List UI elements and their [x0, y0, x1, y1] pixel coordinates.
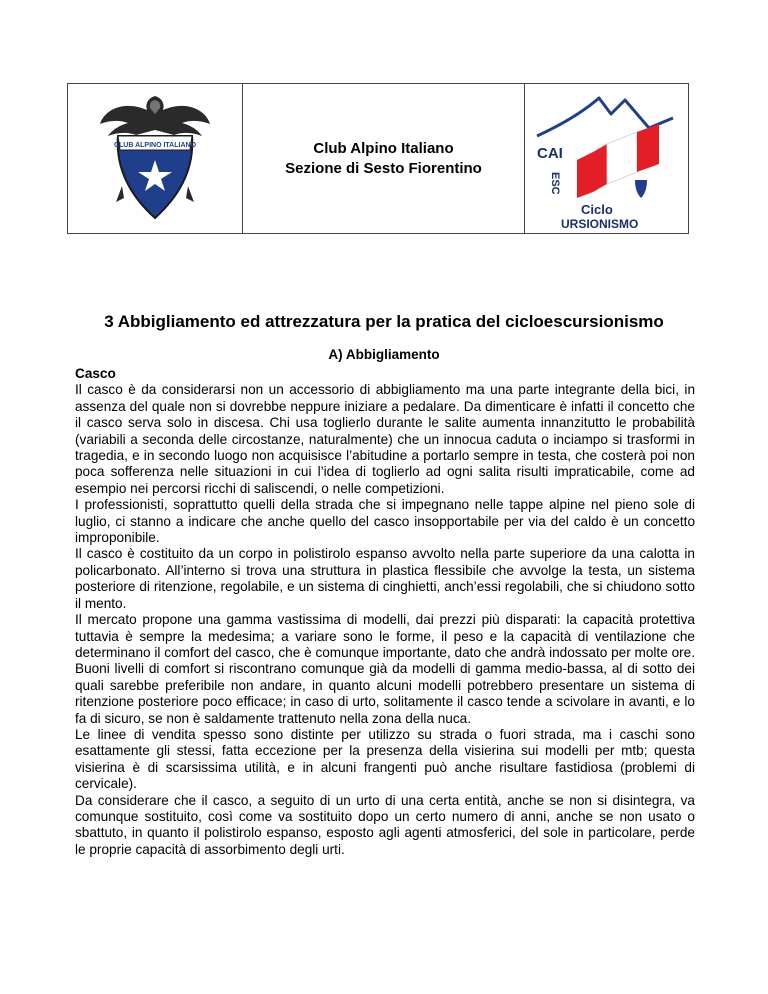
paragraph: Da considerare che il casco, a seguito di un urto di una certa entità, anche se non si disintegra, va comunque sostituito, così come va sostituito dopo un certo numero di anni, anche se non usato o sbattuto, in quanto il polistirolo espanso, esposto agli agenti atmosferici, del sole in particolare, perde le proprie capacità di assorbimento degli urti.	[75, 792, 695, 857]
cicloescursionismo-logo-icon	[533, 88, 680, 230]
document-body	[75, 366, 695, 858]
left-logo-cell	[68, 84, 242, 233]
section-name: Sezione di Sesto Fiorentino	[285, 159, 482, 177]
section-subtitle: A) Abbigliamento	[328, 347, 440, 362]
cai-eagle-logo-icon	[98, 90, 213, 230]
paragraph: Le linee di vendita spesso sono distinte per utilizzo su strada o fuori strada, ma i caschi sono esattamente gli stessi, fatta eccezione per la presenza della visierina sui modelli per mtb; questa visierina è di scarsissima utilità, e in alcuni frangenti può anche risultare fastidiosa (problemi di cervicale).	[75, 726, 695, 792]
ursionismo-text: URSIONISMO	[561, 217, 639, 230]
esc-text: ESC	[549, 172, 561, 195]
title-cell	[242, 84, 524, 233]
document-title: 3 Abbigliamento ed attrezzatura per la pratica del cicloescursionismo	[104, 312, 664, 331]
ciclo-text: Ciclo	[581, 202, 613, 217]
cai-short-text: CAI	[537, 145, 563, 162]
cai-logo-text: CLUB ALPINO ITALIANO	[113, 142, 197, 149]
paragraph: Il casco è da considerarsi non un accessorio di abbigliamento ma una parte integrante della bici, in assenza del quale non si dovrebbe neppure iniziare a pedalare. Da dimenticare è infatti il concetto che il casco serva solo in discesa. Chi usa toglierlo durante le salite aumenta innanzitutto le probabilità (variabili a seconda delle circostanze, naturalmente) che un innocua caduta o inciampo si trasformi in tragedia, e in secondo luogo non acquisisce l’abitudine a portarlo sempre in testa, che costerà poi non poca sofferenza nelle situazioni in cui l’idea di toglierlo ad ogni salita risulti impraticabile, come ad esempio nei percorsi ricchi di saliscendi, o nelle competizioni.	[75, 382, 695, 496]
paragraph: I professionisti, soprattutto quelli della strada che si impegnano nelle tappe alpine nel pieno sole di luglio, ci stanno a indicare che anche quello del casco insopportabile per via del caldo è un concetto improponibile.	[75, 497, 695, 546]
header-table	[67, 83, 689, 234]
paragraph: Il casco è costituito da un corpo in polistirolo espanso avvolto nella parte superiore da una calotta in policarbonato. All’interno si trova una struttura in plastica flessibile che avvolge la testa, un sistema posteriore di ritenzione, regolabile, e un sistema di cinghietti, anch’essi regolabili, che si chiudono sotto il mento.	[75, 546, 695, 611]
section-label: Casco	[75, 366, 116, 381]
org-name: Club Alpino Italiano	[313, 139, 454, 157]
right-logo-cell	[524, 84, 688, 233]
paragraph: Il mercato propone una gamma vastissima di modelli, dai prezzi più disparati: la capacità protettiva tuttavia è sempre la medesima; a variare sono le forme, il peso e la capacità di ventilazione che determinano il comfort del casco, che è comunque importante, dato che andrà indossato per molte ore. Buoni livelli di comfort si riscontrano comunque già da modelli di gamma medio-bassa, al di sotto dei quali sarebbe preferibile non andare, in quanto alcuni modelli potrebbero presentare un sistema di ritenzione posteriore poco efficace; in caso di urto, solitamente il casco tende a scivolare in avanti, e lo fa di sicuro, se non è saldamente trattenuto nella zona della nuca.	[75, 612, 695, 726]
